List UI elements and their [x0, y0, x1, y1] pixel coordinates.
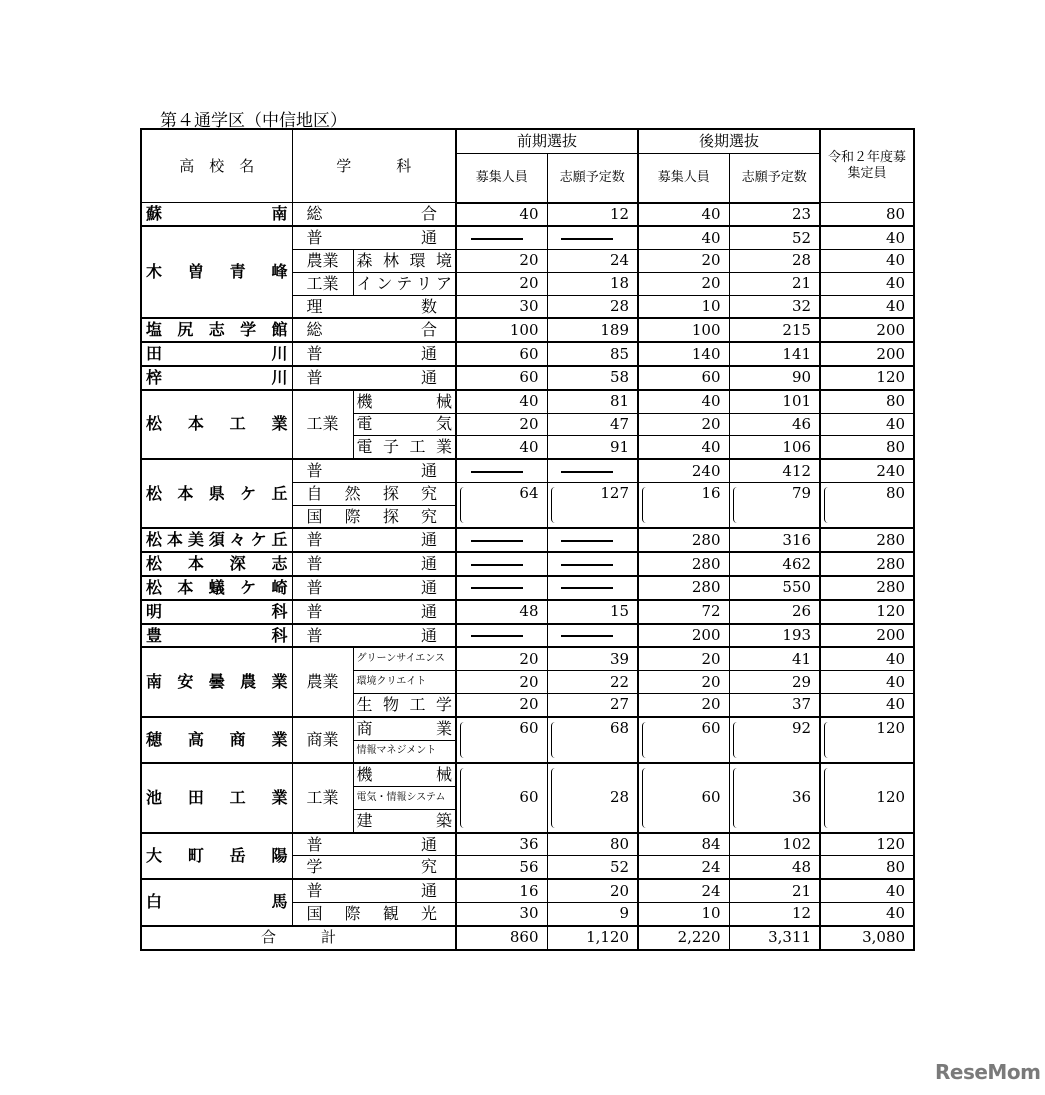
dept-name: 普通 — [292, 528, 456, 552]
cell-value: 56 — [456, 856, 547, 879]
cell-value: 16 — [638, 482, 729, 528]
school-name: 穂高商業 — [141, 717, 292, 764]
school-name: 松本県ケ丘 — [141, 459, 292, 528]
cell-value: 30 — [456, 295, 547, 318]
cell-value: 40 — [638, 390, 729, 413]
header-early: 前期選抜 — [456, 129, 638, 154]
cell-value: 280 — [638, 528, 729, 552]
dept-name: 普通 — [292, 342, 456, 366]
cell-value: 20 — [456, 413, 547, 436]
dash-cell — [547, 459, 638, 482]
school-name: 南安曇農業 — [141, 647, 292, 716]
cell-value: 215 — [729, 318, 820, 342]
cell-value: 84 — [638, 833, 729, 856]
dash-cell — [547, 552, 638, 576]
cell-value: 36 — [456, 833, 547, 856]
cell-value: 280 — [638, 552, 729, 576]
cell-value: 40 — [820, 693, 914, 716]
cell-value: 80 — [820, 856, 914, 879]
cell-value: 92 — [729, 717, 820, 764]
cell-value: 60 — [456, 717, 547, 764]
cell-value: 20 — [547, 879, 638, 902]
cell-value: 72 — [638, 600, 729, 624]
cell-value: 29 — [729, 671, 820, 694]
cell-value: 127 — [547, 482, 638, 528]
cell-value: 40 — [456, 203, 547, 227]
school-name: 松本工業 — [141, 390, 292, 459]
dept-name: 普通 — [292, 600, 456, 624]
cell-value: 41 — [729, 647, 820, 670]
cell-value: 36 — [729, 763, 820, 832]
cell-value: 28 — [547, 295, 638, 318]
cell-value: 22 — [547, 671, 638, 694]
dept-category: 農業 — [292, 250, 353, 273]
dept-sub: 電気・情報システム — [353, 787, 456, 810]
cell-value: 200 — [638, 624, 729, 648]
cell-value: 40 — [638, 436, 729, 459]
cell-value: 20 — [456, 647, 547, 670]
cell-value: 40 — [820, 879, 914, 902]
cell-value: 46 — [729, 413, 820, 436]
cell-value: 60 — [456, 763, 547, 832]
header-late: 後期選抜 — [638, 129, 820, 154]
dept-category: 商業 — [292, 717, 353, 764]
cell-value: 28 — [547, 763, 638, 832]
cell-value: 20 — [638, 272, 729, 295]
cell-value: 40 — [456, 436, 547, 459]
dept-name: 総合 — [292, 318, 456, 342]
dash-cell — [456, 459, 547, 482]
dept-name: 普通 — [292, 879, 456, 902]
total-value: 2,220 — [638, 926, 729, 950]
cell-value: 60 — [456, 342, 547, 366]
cell-value: 120 — [820, 833, 914, 856]
dept-sub: 森林環境 — [353, 250, 456, 273]
dept-name: 普通 — [292, 459, 456, 482]
header-late-recruit: 募集人員 — [638, 154, 729, 203]
header-school: 高 校 名 — [141, 129, 292, 203]
dept-sub: 機械 — [353, 763, 456, 786]
cell-value: 20 — [456, 671, 547, 694]
cell-value: 40 — [820, 671, 914, 694]
cell-value: 40 — [638, 226, 729, 249]
cell-value: 20 — [638, 250, 729, 273]
dept-category: 農業 — [292, 647, 353, 716]
dept-category: 工業 — [292, 272, 353, 295]
dept-name: 普通 — [292, 366, 456, 390]
cell-value: 462 — [729, 552, 820, 576]
dept-category: 工業 — [292, 390, 353, 459]
cell-value: 20 — [456, 272, 547, 295]
dept-sub: 電子工業 — [353, 436, 456, 459]
cell-value: 40 — [820, 902, 914, 925]
cell-value: 200 — [820, 318, 914, 342]
cell-value: 20 — [456, 250, 547, 273]
school-name: 田川 — [141, 342, 292, 366]
cell-value: 120 — [820, 366, 914, 390]
cell-value: 141 — [729, 342, 820, 366]
school-name: 松本蟻ケ崎 — [141, 576, 292, 600]
cell-value: 20 — [638, 647, 729, 670]
cell-value: 91 — [547, 436, 638, 459]
cell-value: 80 — [820, 203, 914, 227]
dash-cell — [456, 624, 547, 648]
cell-value: 24 — [638, 856, 729, 879]
cell-value: 189 — [547, 318, 638, 342]
dash-cell — [547, 576, 638, 600]
dept-name: 国際探究 — [292, 505, 456, 528]
cell-value: 48 — [456, 600, 547, 624]
dept-sub: 建築 — [353, 809, 456, 832]
cell-value: 20 — [638, 671, 729, 694]
cell-value: 18 — [547, 272, 638, 295]
cell-value: 40 — [638, 203, 729, 227]
total-value: 3,311 — [729, 926, 820, 950]
cell-value: 140 — [638, 342, 729, 366]
dept-sub: グリーンサイエンス — [353, 647, 456, 670]
cell-value: 16 — [456, 879, 547, 902]
cell-value: 20 — [638, 413, 729, 436]
cell-value: 37 — [729, 693, 820, 716]
total-value: 3,080 — [820, 926, 914, 950]
dept-name: 理数 — [292, 295, 456, 318]
cell-value: 64 — [456, 482, 547, 528]
cell-value: 412 — [729, 459, 820, 482]
header-early-plan: 志願予定数 — [547, 154, 638, 203]
cell-value: 23 — [729, 203, 820, 227]
cell-value: 30 — [456, 902, 547, 925]
dept-name: 普通 — [292, 576, 456, 600]
dash-cell — [547, 624, 638, 648]
cell-value: 21 — [729, 272, 820, 295]
school-name: 明科 — [141, 600, 292, 624]
cell-value: 102 — [729, 833, 820, 856]
cell-value: 80 — [547, 833, 638, 856]
cell-value: 106 — [729, 436, 820, 459]
cell-value: 80 — [820, 390, 914, 413]
cell-value: 240 — [638, 459, 729, 482]
total-value: 860 — [456, 926, 547, 950]
cell-value: 193 — [729, 624, 820, 648]
header-early-recruit: 募集人員 — [456, 154, 547, 203]
page-title: 第４通学区（中信地区） — [160, 111, 347, 131]
school-name: 豊科 — [141, 624, 292, 648]
resemom-logo: ReseMom — [935, 1060, 1041, 1084]
cell-value: 60 — [456, 366, 547, 390]
school-name: 松本深志 — [141, 552, 292, 576]
cell-value: 85 — [547, 342, 638, 366]
cell-value: 90 — [729, 366, 820, 390]
dash-cell — [547, 226, 638, 249]
cell-value: 32 — [729, 295, 820, 318]
school-name: 塩尻志学館 — [141, 318, 292, 342]
cell-value: 68 — [547, 717, 638, 764]
school-name: 蘇南 — [141, 203, 292, 227]
cell-value: 200 — [820, 342, 914, 366]
cell-value: 100 — [638, 318, 729, 342]
dept-name: 普通 — [292, 833, 456, 856]
header-late-plan: 志願予定数 — [729, 154, 820, 203]
enrollment-table — [140, 128, 913, 951]
cell-value: 200 — [820, 624, 914, 648]
cell-value: 27 — [547, 693, 638, 716]
dept-name: 普通 — [292, 624, 456, 648]
total-label: 合 計 — [141, 926, 456, 950]
header-quota: 令和２年度募集定員 — [820, 129, 914, 203]
dept-category: 工業 — [292, 763, 353, 832]
cell-value: 120 — [820, 763, 914, 832]
dept-name: 自然探究 — [292, 482, 456, 505]
dept-sub: 生物工学 — [353, 693, 456, 716]
cell-value: 100 — [456, 318, 547, 342]
dept-sub: 環境クリエイト — [353, 671, 456, 694]
cell-value: 550 — [729, 576, 820, 600]
cell-value: 40 — [820, 250, 914, 273]
school-name: 梓川 — [141, 366, 292, 390]
cell-value: 20 — [638, 693, 729, 716]
cell-value: 40 — [820, 647, 914, 670]
cell-value: 58 — [547, 366, 638, 390]
cell-value: 24 — [638, 879, 729, 902]
dept-sub: 電気 — [353, 413, 456, 436]
cell-value: 12 — [729, 902, 820, 925]
dept-sub: 機械 — [353, 390, 456, 413]
cell-value: 40 — [820, 295, 914, 318]
cell-value: 60 — [638, 763, 729, 832]
dash-cell — [456, 576, 547, 600]
cell-value: 24 — [547, 250, 638, 273]
cell-value: 81 — [547, 390, 638, 413]
cell-value: 280 — [820, 528, 914, 552]
cell-value: 60 — [638, 366, 729, 390]
cell-value: 79 — [729, 482, 820, 528]
dept-name: 普通 — [292, 226, 456, 249]
cell-value: 316 — [729, 528, 820, 552]
cell-value: 40 — [456, 390, 547, 413]
dept-sub: インテリア — [353, 272, 456, 295]
school-name: 大町岳陽 — [141, 833, 292, 880]
dash-cell — [547, 528, 638, 552]
dash-cell — [456, 528, 547, 552]
school-name: 白馬 — [141, 879, 292, 926]
dash-cell — [456, 552, 547, 576]
cell-value: 10 — [638, 902, 729, 925]
cell-value: 80 — [820, 436, 914, 459]
cell-value: 20 — [456, 693, 547, 716]
cell-value: 28 — [729, 250, 820, 273]
cell-value: 21 — [729, 879, 820, 902]
cell-value: 10 — [638, 295, 729, 318]
cell-value: 9 — [547, 902, 638, 925]
cell-value: 240 — [820, 459, 914, 482]
cell-value: 280 — [820, 552, 914, 576]
dept-name: 総合 — [292, 203, 456, 227]
cell-value: 80 — [820, 482, 914, 528]
dept-name: 普通 — [292, 552, 456, 576]
cell-value: 26 — [729, 600, 820, 624]
cell-value: 280 — [820, 576, 914, 600]
school-name: 木曽青峰 — [141, 226, 292, 318]
dept-sub: 情報マネジメント — [353, 740, 456, 763]
dash-cell — [456, 226, 547, 249]
cell-value: 120 — [820, 717, 914, 764]
cell-value: 47 — [547, 413, 638, 436]
cell-value: 48 — [729, 856, 820, 879]
cell-value: 40 — [820, 226, 914, 249]
cell-value: 101 — [729, 390, 820, 413]
school-name: 池田工業 — [141, 763, 292, 832]
dept-name: 学究 — [292, 856, 456, 879]
cell-value: 52 — [729, 226, 820, 249]
school-name: 松本美須々ケ丘 — [141, 528, 292, 552]
cell-value: 120 — [820, 600, 914, 624]
cell-value: 40 — [820, 272, 914, 295]
header-dept: 学 科 — [292, 129, 456, 203]
total-value: 1,120 — [547, 926, 638, 950]
cell-value: 52 — [547, 856, 638, 879]
dept-sub: 商業 — [353, 717, 456, 740]
cell-value: 15 — [547, 600, 638, 624]
dept-name: 国際観光 — [292, 902, 456, 925]
cell-value: 12 — [547, 203, 638, 227]
cell-value: 60 — [638, 717, 729, 764]
cell-value: 40 — [820, 413, 914, 436]
cell-value: 39 — [547, 647, 638, 670]
cell-value: 280 — [638, 576, 729, 600]
